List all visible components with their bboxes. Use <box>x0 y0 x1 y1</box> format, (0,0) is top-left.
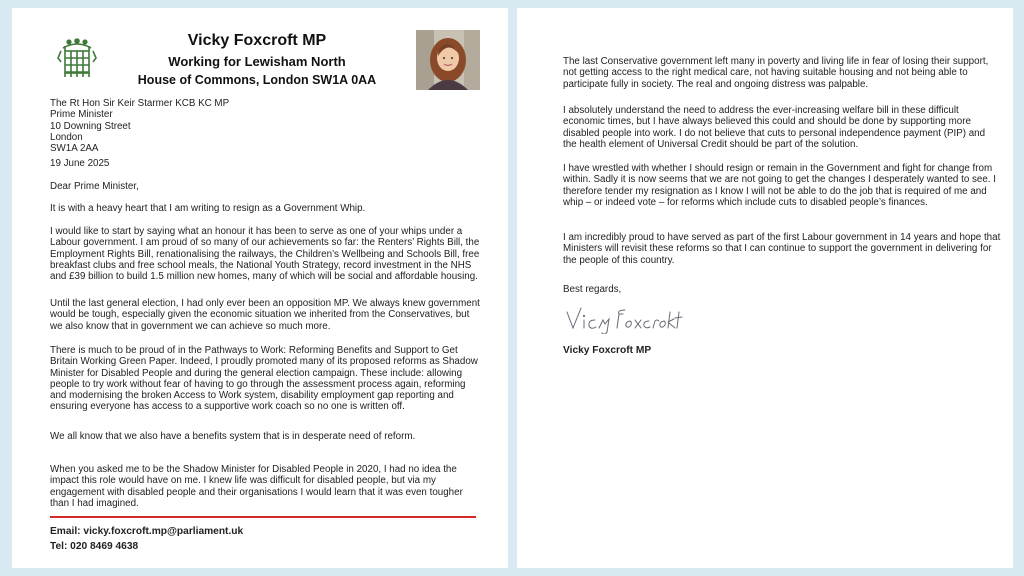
body-paragraph: It is with a heavy heart that I am writing to resign as a Government Whip. <box>50 203 366 214</box>
recipient-address <box>50 98 484 154</box>
mp-portrait-photo <box>416 30 480 90</box>
footer-divider <box>50 516 476 518</box>
letterhead-address: House of Commons, London SW1A 0AA <box>137 73 377 87</box>
letterhead-constituency: Working for Lewisham North <box>168 54 346 69</box>
body-paragraph: When you asked me to be the Shadow Minister for Disabled People in 2020, I had no idea the impact this role would have on me. I knew life was difficult for disabled people, but via my engagement with disabled people and their organisations I would learn that it was even tougher than I had imagined. <box>50 464 463 509</box>
salutation: Dear Prime Minister, <box>50 181 139 192</box>
handwritten-signature <box>565 300 695 334</box>
letter-page-left <box>12 8 508 568</box>
body-paragraph: I am incredibly proud to have served as part of the first Labour government in 14 years and hope that Ministers will revisit these reforms so that I can continue to support the government in delivering for the people of this country. <box>563 232 1001 266</box>
letterhead-name: Vicky Foxcroft MP <box>187 32 327 49</box>
portcullis-icon <box>54 38 100 80</box>
recipient-line: SW1A 2AA <box>50 143 99 155</box>
recipient-line: 10 Downing Street <box>50 120 131 132</box>
body-paragraph: I would like to start by saying what an honour it has been to serve as one of your whips under a Labour government. I am proud of so many of our achievements so far: the Renters’ Rights Bill, the Employment Rights Bill, renationalising the railways, the Children’s Wellbeing and Schools Bill, free breakfast clubs and free school meals, the National Youth Strategy, record investment in the NHS and £39 billion to build 1.5 million new homes, many of which will be social and affordable housing. <box>50 226 480 283</box>
body-paragraph: The last Conservative government left many in poverty and living life in fear of losing their support, not getting access to the right medical care, not having suitable housing and not being able to participate fully in society. The real and ongoing distress was palpable. <box>563 56 989 90</box>
recipient-line: Prime Minister <box>50 109 113 121</box>
contact-email: Email: vicky.foxcroft.mp@parliament.uk <box>50 526 244 537</box>
closing: Best regards, <box>563 284 622 295</box>
body-paragraph: I absolutely understand the need to address the ever-increasing welfare bill in these difficult economic times, but I have always believed this could and should be done by supporting more disabled people into work. I do not believe that cuts to personal independence payment (PIP) and the health element of Universal Credit should be part of the solution. <box>563 105 986 150</box>
recipient-line: The Rt Hon Sir Keir Starmer KCB KC MP <box>50 98 230 109</box>
body-paragraph: There is much to be proud of in the Pathways to Work: Reforming Benefits and Support to Get Britain Working Green Paper. Indeed, I proudly promoted many of its proposed reforms as Shadow Minister for Disabled People and during the general election campaign. These include: allowing people to try work without fear of having to go through the assessment process again, reforming and modernising the broken Access to Work system, disability employment gap reporting and ensuring everyone has access to a supportive work coach so no one is written off. <box>50 345 478 413</box>
recipient-line: London <box>50 131 83 143</box>
letter-date: 19 June 2025 <box>50 158 110 169</box>
body-paragraph: We all know that we also have a benefits system that is in desperate need of reform. <box>50 431 416 442</box>
signer-name: Vicky Foxcroft MP <box>563 345 652 356</box>
body-paragraph: Until the last general election, I had only ever been an opposition MP. We always knew government would be tough, especially given the economic situation we inherited from the Conservatives, but we also know that in government we can achieve so much more. <box>50 298 480 332</box>
letter-page-right <box>517 8 1013 568</box>
body-paragraph: I have wrestled with whether I should resign or remain in the Government and fight for change from within. Sadly it is now seems that we are not going to get the changes I desperately wanted to see. I therefore tender my resignation as I know I will not be able to do the job that is required of me and whip – or indeed vote – for reforms which include cuts to disabled people’s finances. <box>563 163 996 208</box>
letterhead <box>12 22 508 88</box>
contact-phone: Tel: 020 8469 4638 <box>50 541 139 552</box>
